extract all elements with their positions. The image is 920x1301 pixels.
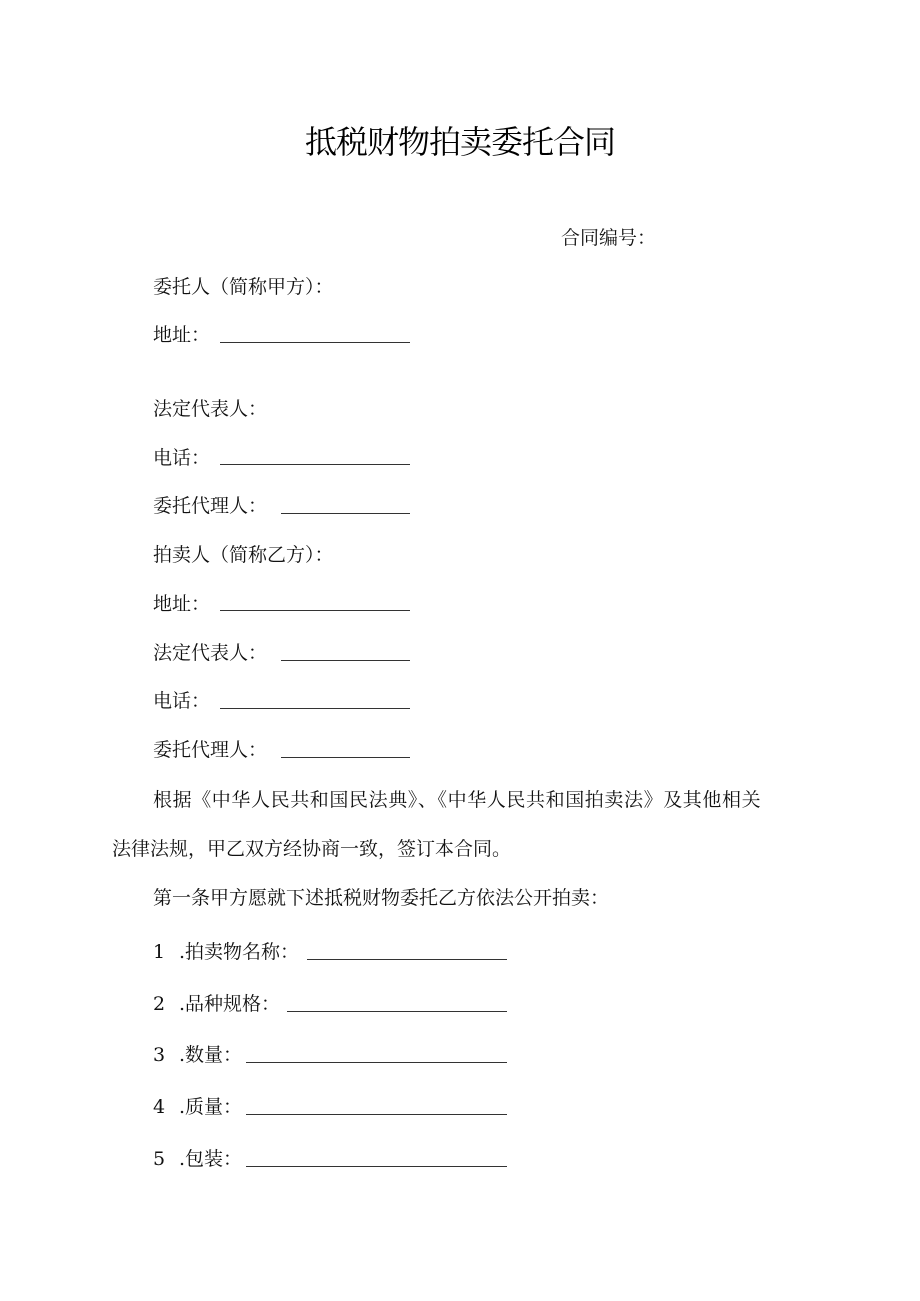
- item-4-number: 4: [153, 1096, 166, 1118]
- party-b-phone-blank[interactable]: [220, 708, 410, 709]
- party-a-address-label: 地址：: [153, 324, 211, 346]
- item-1: [153, 940, 299, 964]
- party-b-legal-rep-blank[interactable]: [281, 660, 410, 661]
- item-1-label: .拍卖物名称：: [179, 941, 300, 963]
- preamble-line-1: 根据《中华人民共和国民法典》、《中华人民共和国拍卖法》及其他相关: [153, 789, 762, 811]
- item-2-blank[interactable]: [287, 1011, 507, 1012]
- item-4-label: .质量：: [179, 1096, 243, 1118]
- item-2-label: .品种规格：: [179, 993, 281, 1015]
- item-3-label: .数量：: [179, 1044, 243, 1066]
- party-a-phone-blank[interactable]: [220, 464, 410, 465]
- preamble-line-2: 法律法规，甲乙双方经协商一致，签订本合同。: [112, 838, 512, 860]
- item-2: [153, 992, 280, 1016]
- party-b-address-label: 地址：: [153, 593, 211, 615]
- party-b-agent-label: 委托代理人：: [153, 739, 268, 761]
- item-5-label: .包装：: [179, 1148, 243, 1170]
- item-1-number: 1: [153, 941, 166, 963]
- document-title: 抵税财物拍卖委托合同: [304, 123, 615, 161]
- party-b-agent-blank[interactable]: [281, 757, 410, 758]
- party-a-heading: 委托人（简称甲方）：: [153, 276, 334, 298]
- item-4-blank[interactable]: [246, 1114, 507, 1115]
- item-3: [153, 1043, 242, 1067]
- party-a-address-blank[interactable]: [220, 342, 410, 343]
- party-a-phone-label: 电话：: [153, 447, 211, 469]
- item-3-number: 3: [153, 1044, 166, 1066]
- party-b-legal-rep-label: 法定代表人：: [153, 642, 268, 664]
- item-4: [153, 1095, 242, 1119]
- item-5: [153, 1147, 242, 1171]
- contract-number-label: 合同编号：: [561, 227, 657, 249]
- party-b-address-blank[interactable]: [220, 610, 410, 611]
- party-a-agent-label: 委托代理人：: [153, 495, 268, 517]
- party-a-legal-rep-label: 法定代表人：: [153, 398, 268, 420]
- item-3-blank[interactable]: [246, 1062, 507, 1063]
- item-2-number: 2: [153, 993, 166, 1015]
- party-a-agent-blank[interactable]: [281, 513, 410, 514]
- article-1-heading: 第一条甲方愿就下述抵税财物委托乙方依法公开拍卖：: [153, 887, 610, 909]
- item-5-number: 5: [153, 1148, 166, 1170]
- party-b-heading: 拍卖人（简称乙方）：: [153, 544, 334, 566]
- item-1-blank[interactable]: [307, 959, 507, 960]
- item-5-blank[interactable]: [246, 1166, 507, 1167]
- party-b-phone-label: 电话：: [153, 690, 211, 712]
